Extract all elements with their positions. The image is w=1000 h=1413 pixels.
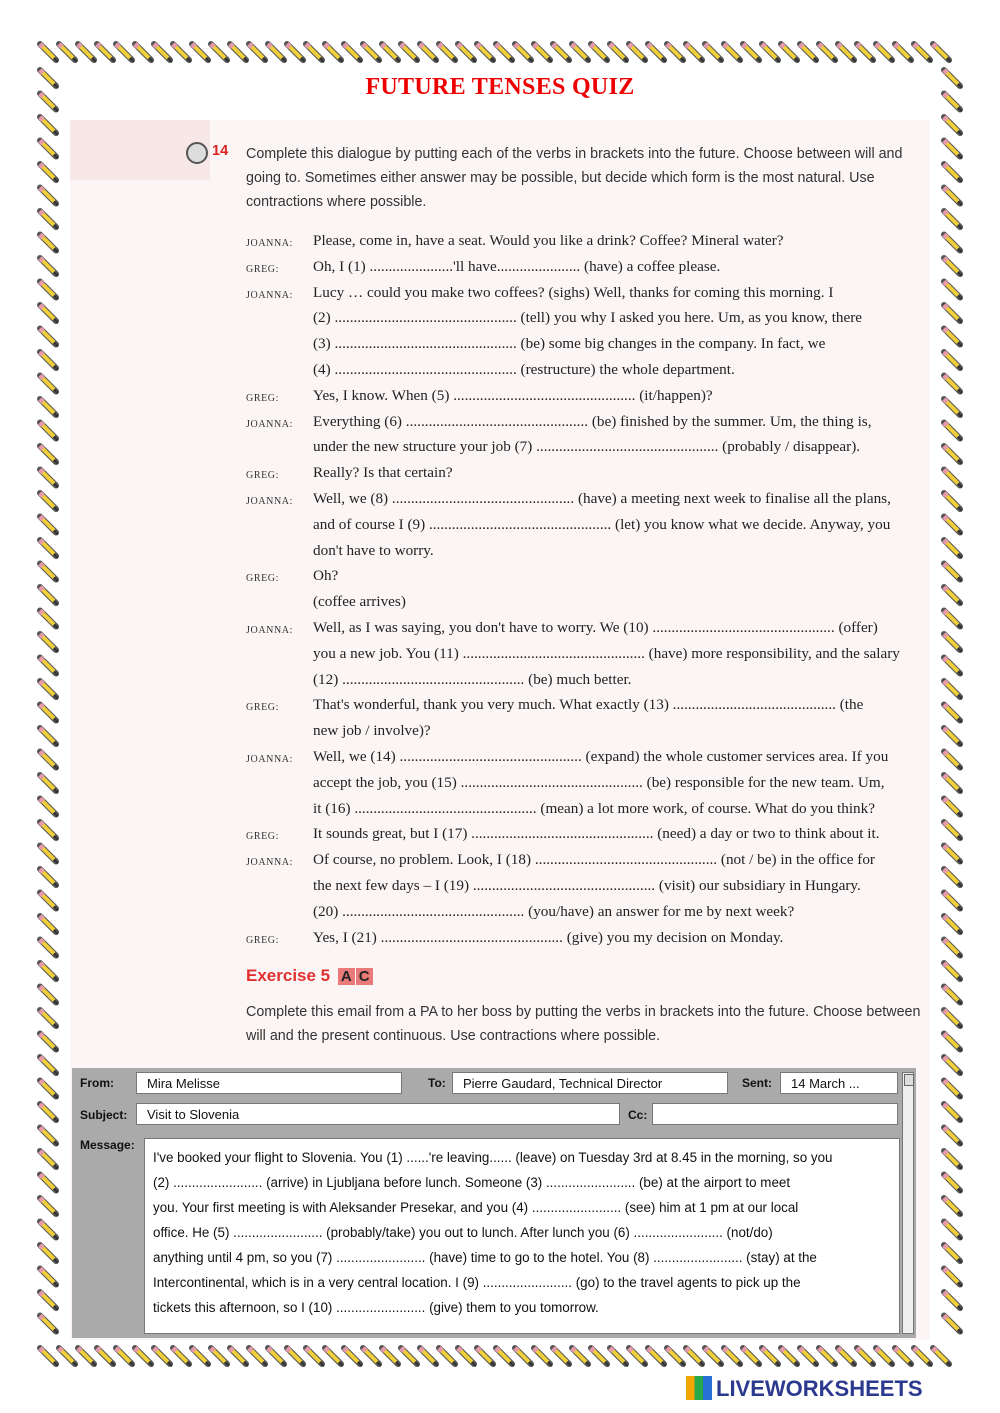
pencil-icon: [40, 987, 58, 1005]
dialogue-text: (3) ................................................ (be) some big changes in the company. In fact, we: [313, 335, 826, 353]
speaker-label: JOANNA:: [246, 238, 293, 249]
dialogue-text: (12) ................................................ (be) much better.: [313, 670, 632, 688]
pencil-icon: [800, 1348, 818, 1366]
pencil-icon: [553, 44, 571, 62]
pencil-icon: [944, 117, 962, 135]
pencil-icon: [944, 470, 962, 488]
audio-cd-icon: [186, 142, 208, 164]
pencil-icon: [154, 44, 172, 62]
to-field[interactable]: Pierre Gaudard, Technical Director: [452, 1072, 728, 1094]
dialogue-text: Well, as I was saying, you don't have to worry. We (10) ................................................ (offer): [313, 619, 878, 636]
pencil-icon: [944, 1245, 962, 1263]
pencil-icon: [40, 822, 58, 840]
pencil-icon: [876, 44, 894, 62]
message-body[interactable]: [144, 1138, 900, 1334]
pencil-icon: [944, 752, 962, 770]
pencil-icon: [944, 235, 962, 253]
pencil-icon: [496, 1348, 514, 1366]
from-label: From:: [80, 1076, 114, 1090]
pencil-icon: [781, 44, 799, 62]
pencil-icon: [344, 44, 362, 62]
pencil-icon: [40, 376, 58, 394]
message-line: you. Your first meeting is with Aleksander Presekar, and you (4) ........................ (see) him at 1 pm at our local: [153, 1200, 799, 1215]
pencil-icon: [40, 1316, 58, 1334]
pencil-icon: [458, 1348, 476, 1366]
pencil-icon: [40, 775, 58, 793]
dialogue-text: (coffee arrives): [313, 593, 406, 611]
pencil-icon: [40, 1198, 58, 1216]
dialogue-text: and of course I (9) ................................................ (let) you know what we decide. Anyway, you: [313, 515, 891, 533]
pencil-icon: [40, 235, 58, 253]
pencil-icon: [553, 1348, 571, 1366]
pencil-icon: [944, 1316, 962, 1334]
pencil-icon: [944, 893, 962, 911]
email-window: [72, 1068, 916, 1338]
pencil-icon: [944, 940, 962, 958]
pencil-icon: [944, 1151, 962, 1169]
pencil-icon: [40, 44, 58, 62]
dialogue-text: accept the job, you (15) ................................................ (be) responsible for the new team. Um,: [313, 773, 885, 791]
pencil-icon: [363, 44, 381, 62]
pencil-icon: [944, 658, 962, 676]
pencil-icon: [819, 1348, 837, 1366]
pencil-icon: [944, 376, 962, 394]
pencil-icon: [40, 916, 58, 934]
pencil-icon: [944, 141, 962, 159]
exercise-5-title: Exercise 5: [246, 966, 331, 985]
pencil-icon: [40, 634, 58, 652]
pencil-icon: [40, 540, 58, 558]
pencil-icon: [59, 1348, 77, 1366]
subject-label: Subject:: [80, 1108, 128, 1122]
pencil-icon: [40, 1348, 58, 1366]
pencil-icon: [40, 282, 58, 300]
sent-label: Sent:: [742, 1076, 772, 1090]
pencil-icon: [40, 493, 58, 511]
pencil-icon: [268, 44, 286, 62]
pencil-icon: [648, 1348, 666, 1366]
speaker-label: GREG:: [246, 831, 279, 843]
from-field[interactable]: Mira Melisse: [136, 1072, 402, 1094]
pencil-icon: [192, 1348, 210, 1366]
logo-text: LIVEWORKSHEETS: [716, 1376, 923, 1401]
pencil-icon: [944, 869, 962, 887]
pencil-icon: [944, 258, 962, 276]
pencil-icon: [382, 44, 400, 62]
pencil-icon: [944, 1104, 962, 1122]
dialogue-text: you a new job. You (11) ................................................ (have) more responsibility, and the salary: [313, 644, 900, 662]
pencil-icon: [496, 44, 514, 62]
pencil-icon: [648, 44, 666, 62]
page-title: FUTURE TENSES QUIZ: [365, 74, 635, 100]
liveworksheets-logo[interactable]: [686, 1376, 923, 1402]
dialogue-text: Yes, I (21) ................................................ (give) you my decision on Monday.: [313, 928, 784, 946]
pencil-icon: [306, 1348, 324, 1366]
pencil-icon: [724, 44, 742, 62]
pencil-icon: [325, 44, 343, 62]
dialogue-text: Well, we (14) ................................................ (expand) the whole customer services area. If you: [313, 748, 889, 765]
dialogue-text: Everything (6) ................................................ (be) finished by the summer. Um, the thing is,: [313, 412, 872, 430]
sent-field[interactable]: 14 March ...: [780, 1072, 898, 1094]
pencil-icon: [944, 1269, 962, 1287]
pencil-icon: [40, 1104, 58, 1122]
pencil-icon: [230, 44, 248, 62]
pencil-icon: [914, 1348, 932, 1366]
pencil-icon: [97, 1348, 115, 1366]
pencil-icon: [40, 1269, 58, 1287]
pencil-icon: [944, 681, 962, 699]
pencil-icon: [944, 517, 962, 535]
pencil-icon: [781, 1348, 799, 1366]
pencil-icon: [40, 587, 58, 605]
dialogue-text: That's wonderful, thank you very much. What exactly (13) ........................................... (the: [313, 696, 864, 714]
dialogue-text: (20) ................................................ (you/have) an answer for me by next week?: [313, 902, 795, 920]
dialogue-text: Well, we (8) ................................................ (have) a meeting next week to finalise all the plans,: [313, 490, 891, 507]
speaker-label: JOANNA:: [246, 418, 293, 430]
to-label: To:: [428, 1076, 446, 1090]
dialogue-text: It sounds great, but I (17) ................................................ (need) a day or two to think about it.: [313, 825, 880, 843]
speaker-label: GREG:: [246, 573, 279, 585]
pencil-icon: [40, 1081, 58, 1099]
pencil-icon: [40, 188, 58, 206]
logo-icon: [686, 1376, 712, 1400]
pencil-icon: [944, 1081, 962, 1099]
pencil-icon: [800, 44, 818, 62]
pencil-icon: [40, 1151, 58, 1169]
pencil-icon: [40, 658, 58, 676]
pencil-icon: [944, 1057, 962, 1075]
pencil-icon: [211, 44, 229, 62]
dialogue-text: Yes, I know. When (5) ................................................ (it/happen)?: [313, 386, 713, 404]
pencil-icon: [40, 305, 58, 323]
message-line: Intercontinental, which is in a very central location. I (9) ........................ (go) to the travel agents to pick up the: [153, 1275, 801, 1290]
pencil-icon: [944, 987, 962, 1005]
dialogue-text: Really? Is that certain?: [313, 464, 453, 482]
message-line: (2) ........................ (arrive) in Ljubljana before lunch. Someone (3) ........................ (be) at the airport to meet: [153, 1175, 791, 1190]
pencil-icon: [572, 1348, 590, 1366]
pencil-icon: [154, 1348, 172, 1366]
exercise-5-instructions: [246, 1000, 926, 1048]
pencil-icon: [420, 1348, 438, 1366]
pencil-icon: [40, 141, 58, 159]
speaker-label: JOANNA:: [246, 754, 293, 765]
pencil-icon: [40, 164, 58, 182]
message-line: anything until 4 pm, so you (7) ........................ (have) time to go to the hotel. You (8) ........................ (stay) at the: [153, 1250, 817, 1265]
pencil-icon: [944, 493, 962, 511]
pencil-icon: [40, 423, 58, 441]
message-line: I've booked your flight to Slovenia. You (1) ......'re leaving...... (leave) on Tuesday 3rd at 8.45 in the morning, so you: [153, 1150, 833, 1165]
pencil-icon: [944, 799, 962, 817]
message-label: Message:: [80, 1138, 135, 1152]
pencil-icon: [743, 44, 761, 62]
speaker-label: JOANNA:: [246, 625, 293, 636]
dialogue-text: Oh, I (1) ......................'ll have...................... (have) a coffee please.: [313, 257, 721, 275]
speaker-label: JOANNA:: [246, 289, 293, 301]
pencil-icon: [439, 1348, 457, 1366]
pencil-icon: [40, 211, 58, 229]
message-line: office. He (5) ........................ (probably/take) you out to lunch. After lunch you (6) ........................ (not/do): [153, 1225, 773, 1240]
pencil-icon: [610, 44, 628, 62]
pencil-icon: [933, 1348, 951, 1366]
pencil-icon: [944, 423, 962, 441]
speaker-label: GREG:: [246, 470, 279, 482]
pencil-icon: [287, 44, 305, 62]
pencil-icon: [40, 352, 58, 370]
tag-a: A: [338, 968, 355, 985]
pencil-icon: [401, 1348, 419, 1366]
email-scrollbar[interactable]: [902, 1072, 914, 1334]
pencil-icon: [40, 705, 58, 723]
pencil-icon: [686, 44, 704, 62]
pencil-icon: [135, 1348, 153, 1366]
pencil-icon: [944, 705, 962, 723]
pencil-icon: [667, 44, 685, 62]
pencil-icon: [40, 963, 58, 981]
pencil-icon: [944, 634, 962, 652]
pencil-icon: [249, 1348, 267, 1366]
pencil-icon: [40, 1175, 58, 1193]
pencil-icon: [944, 846, 962, 864]
pencil-icon: [591, 44, 609, 62]
pencil-icon: [944, 164, 962, 182]
speaker-label: JOANNA:: [246, 496, 293, 507]
pencil-icon: [944, 352, 962, 370]
pencil-icon: [40, 564, 58, 582]
pencil-icon: [192, 44, 210, 62]
dialogue-text: it (16) ................................................ (mean) a lot more work, of course. What do you think?: [313, 799, 875, 817]
pencil-icon: [944, 916, 962, 934]
instruction-line: Complete this dialogue by putting each of the verbs in brackets into the future. Choose between will and: [246, 146, 903, 162]
pencil-icon: [944, 963, 962, 981]
pencil-icon: [40, 728, 58, 746]
pencil-icon: [477, 44, 495, 62]
pencil-icon: [40, 940, 58, 958]
pencil-icon: [40, 329, 58, 347]
speaker-label: JOANNA:: [246, 857, 293, 869]
pencil-icon: [876, 1348, 894, 1366]
dialogue-text: Of course, no problem. Look, I (18) ................................................ (not / be) in the office for: [313, 851, 875, 869]
pencil-icon: [40, 470, 58, 488]
pencil-icon: [705, 44, 723, 62]
pencil-icon: [895, 44, 913, 62]
pencil-icon: [40, 399, 58, 417]
pencil-icon: [944, 611, 962, 629]
pencil-icon: [458, 44, 476, 62]
dialogue-text: the next few days – I (19) ................................................ (visit) our subsidiary in Hungary.: [313, 877, 861, 894]
pencil-icon: [40, 517, 58, 535]
pencil-icon: [762, 1348, 780, 1366]
cc-label: Cc:: [628, 1108, 648, 1122]
pencil-icon: [667, 1348, 685, 1366]
pencil-icon: [944, 1010, 962, 1028]
pencil-icon: [819, 44, 837, 62]
speaker-label: GREG:: [246, 934, 279, 946]
pencil-icon: [40, 1010, 58, 1028]
dialogue-text: (2) ................................................ (tell) you why I asked you here. Um, as you know, there: [313, 309, 863, 327]
subject-field[interactable]: Visit to Slovenia: [136, 1103, 620, 1125]
pencil-icon: [40, 611, 58, 629]
pencil-icon: [97, 44, 115, 62]
instruction-line: going to. Sometimes either answer may be possible, but decide which form is the most natural. Use: [246, 170, 875, 186]
speaker-label: GREG:: [246, 392, 279, 404]
pencil-icon: [857, 44, 875, 62]
pencil-icon: [515, 1348, 533, 1366]
dialogue-text: Please, come in, have a seat. Would you like a drink? Coffee? Mineral water?: [313, 232, 784, 249]
dialogue-text: Lucy … could you make two coffees? (sighs) Well, thanks for coming this morning. I: [313, 283, 834, 301]
pencil-icon: [40, 1057, 58, 1075]
pencil-icon: [914, 44, 932, 62]
pencil-icon: [944, 1222, 962, 1240]
pencil-icon: [686, 1348, 704, 1366]
pencil-icon: [591, 1348, 609, 1366]
pencil-icon: [40, 1222, 58, 1240]
pencil-icon: [838, 1348, 856, 1366]
pencil-icon: [944, 282, 962, 300]
pencil-icon: [306, 44, 324, 62]
pencil-icon: [705, 1348, 723, 1366]
pencil-icon: [401, 44, 419, 62]
speaker-label: GREG:: [246, 702, 279, 714]
dialogue-text: don't have to worry.: [313, 541, 434, 559]
pencil-icon: [363, 1348, 381, 1366]
pencil-icon: [515, 44, 533, 62]
pencil-icon: [420, 44, 438, 62]
exercise-number: 14: [212, 143, 229, 159]
pencil-icon: [40, 1128, 58, 1146]
pencil-icon: [230, 1348, 248, 1366]
pencil-icon: [944, 211, 962, 229]
pencil-icon: [325, 1348, 343, 1366]
pencil-icon: [116, 1348, 134, 1366]
pencil-icon: [944, 728, 962, 746]
pencil-icon: [40, 893, 58, 911]
pencil-icon: [944, 305, 962, 323]
pencil-icon: [477, 1348, 495, 1366]
pencil-icon: [344, 1348, 362, 1366]
pencil-icon: [287, 1348, 305, 1366]
pencil-icon: [933, 44, 951, 62]
pencil-icon: [40, 846, 58, 864]
instruction-line: contractions where possible.: [246, 194, 427, 210]
speaker-label: GREG:: [246, 263, 279, 275]
pencil-icon: [762, 44, 780, 62]
pencil-icon: [78, 44, 96, 62]
pencil-icon: [249, 44, 267, 62]
message-line: tickets this afternoon, so I (10) ........................ (give) them to you tomorrow.: [153, 1300, 599, 1315]
pencil-icon: [944, 564, 962, 582]
pencil-icon: [40, 1034, 58, 1052]
dialogue-text: under the new structure your job (7) ................................................ (probably / disappear).: [313, 438, 861, 456]
pencil-icon: [40, 799, 58, 817]
pencil-icon: [40, 1245, 58, 1263]
pencil-icon: [59, 44, 77, 62]
pencil-icon: [944, 1034, 962, 1052]
dialogue-text: Oh?: [313, 567, 339, 585]
pencil-icon: [944, 1198, 962, 1216]
pencil-icon: [173, 1348, 191, 1366]
pencil-icon: [895, 1348, 913, 1366]
pencil-icon: [534, 1348, 552, 1366]
pencil-icon: [439, 44, 457, 62]
dialogue-text: (4) ................................................ (restructure) the whole department.: [313, 361, 735, 378]
pencil-icon: [724, 1348, 742, 1366]
tag-c: C: [356, 968, 373, 985]
pencil-icon: [116, 44, 134, 62]
pencil-icon: [135, 44, 153, 62]
pencil-icon: [944, 446, 962, 464]
pencil-icon: [173, 44, 191, 62]
pencil-icon: [944, 1128, 962, 1146]
pencil-icon: [40, 117, 58, 135]
pencil-icon: [211, 1348, 229, 1366]
pencil-icon: [572, 44, 590, 62]
pencil-icon: [944, 822, 962, 840]
cc-field[interactable]: [652, 1103, 898, 1125]
pencil-icon: [534, 44, 552, 62]
pencil-icon: [944, 587, 962, 605]
pencil-icon: [78, 1348, 96, 1366]
pencil-icon: [40, 869, 58, 887]
pencil-icon: [40, 752, 58, 770]
pencil-icon: [610, 1348, 628, 1366]
pencil-icon: [382, 1348, 400, 1366]
pencil-icon: [838, 44, 856, 62]
pencil-icon: [944, 1175, 962, 1193]
pencil-icon: [944, 188, 962, 206]
pencil-icon: [40, 446, 58, 464]
instruction-line: will and the present continuous. Use contractions where possible.: [246, 1028, 661, 1044]
pencil-icon: [629, 44, 647, 62]
pencil-icon: [40, 258, 58, 276]
pencil-icon: [40, 1292, 58, 1310]
pencil-icon: [944, 399, 962, 417]
pencil-icon: [268, 1348, 286, 1366]
dialogue-text: new job / involve)?: [313, 722, 431, 740]
pencil-icon: [944, 540, 962, 558]
pencil-icon: [944, 775, 962, 793]
pencil-icon: [944, 329, 962, 347]
pencil-icon: [629, 1348, 647, 1366]
pencil-icon: [40, 681, 58, 699]
pencil-icon: [944, 1292, 962, 1310]
instruction-line: Complete this email from a PA to her boss by putting the verbs in brackets into the future. Choose between: [246, 1004, 921, 1020]
exercise-5-heading: [246, 966, 373, 986]
exercise-14-instructions: [246, 142, 916, 214]
pencil-icon: [857, 1348, 875, 1366]
pencil-icon: [743, 1348, 761, 1366]
